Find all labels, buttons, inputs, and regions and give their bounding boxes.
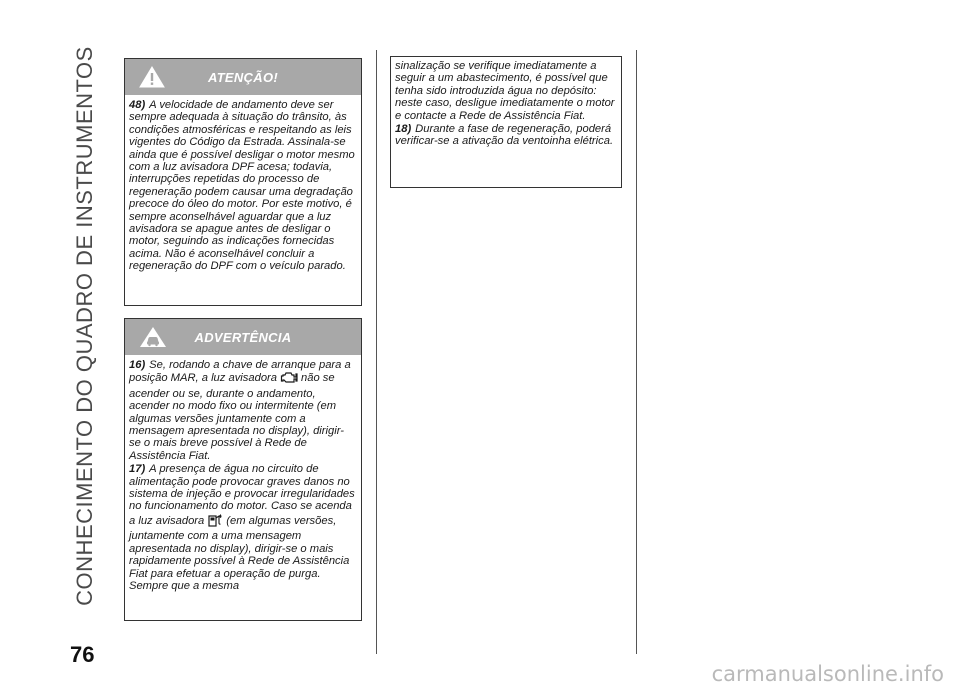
warning-box-title: ATENÇÃO! <box>207 69 279 85</box>
column-divider-left <box>376 50 377 654</box>
engine-check-icon <box>280 371 298 387</box>
section-title: CONHECIMENTO DO QUADRO DE INSTRUMENTOS <box>72 46 98 606</box>
advertencia-box <box>124 318 362 621</box>
footer-brand: carmanualsonline.info <box>711 662 944 686</box>
continuation-item-18: 18) Durante a fase de regeneração, poderá verificar-se a ativação da ventoinha elétrica. <box>395 123 614 148</box>
warning-triangle-icon <box>139 65 165 94</box>
advertencia-item-16: 16) Se, rodando a chave de arranque para a posição MAR, a luz avisadora não se acender ou se, durante o andamento, acender no modo fixo ou intermitente (em algumas versões juntamente com a mensagem apresentada no display), dirigir-se o mais breve possível à Rede de Assistência Fiat. <box>129 359 351 462</box>
advertencia-item-17: 17) A presença de água no circuito de alimentação pode provocar graves danos no sistema de injeção e provocar irregularidades no funcionamento do motor. Caso se acenda a luz avisadora (em algumas versões, juntamente com a uma mensagem apresentada no display), dirigir-se o mais rapidamente possível à Rede de Assistência Fiat para efetuar a operação de purga. Sempre que a mesma <box>129 463 355 592</box>
advertencia-box-title: ADVERTÊNCIA <box>194 329 292 345</box>
page-number: 76 <box>70 642 95 667</box>
column-divider-right <box>636 50 637 654</box>
continuation-box <box>390 56 622 188</box>
warning-item-48: 48) A velocidade de andamento deve ser sempre adequada à situação do trânsito, às condições atmosféricas e respeitando as leis vigentes do Código da Estrada. Assinala-se ainda que é possível desligar o motor mesmo com a luz avisadora DPF acesa; todavia, interrupções repetidas do processo de regeneração podem causar uma degradação precoce do óleo do motor. Por este motivo, é sempre aconselhável aguardar que a luz avisadora se apague antes de desligar o motor, seguindo as indicações fornecidas acima. Não é aconselhável concluir a regeneração do DPF com o veículo parado. <box>129 99 355 273</box>
car-warning-icon <box>139 325 167 354</box>
water-in-fuel-icon <box>207 513 223 530</box>
warning-box <box>124 58 362 306</box>
advertencia-box-header <box>125 319 361 355</box>
warning-box-header <box>125 59 361 95</box>
continuation-item: sinalização se verifique imediatamente a seguir a um abastecimento, é possível que tenha sido introduzida água no depósito: neste caso, desligue imediatamente o motor e contacte a Rede de Assistência Fiat. <box>395 60 615 122</box>
